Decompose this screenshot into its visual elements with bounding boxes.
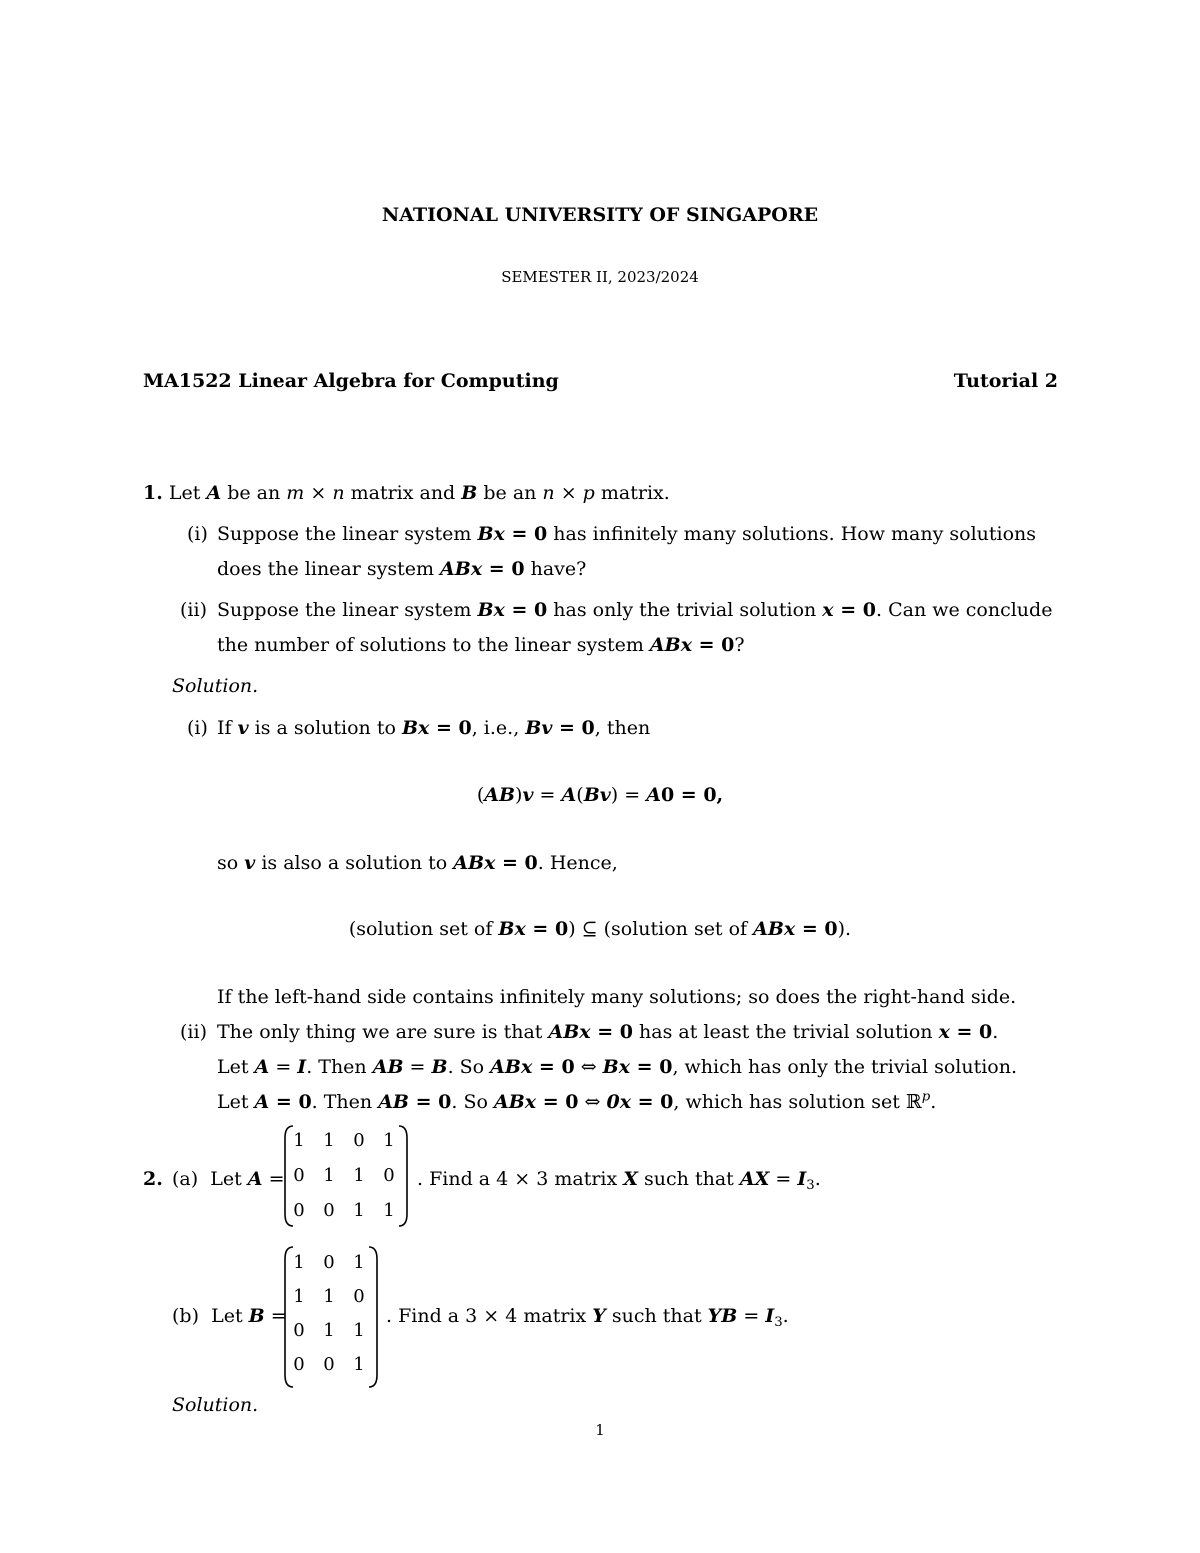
s1ii-text: , which has only the trivial solution.	[672, 1056, 1018, 1078]
matrix-a-cell: 1	[383, 1200, 395, 1221]
set-part: Bx	[498, 918, 526, 940]
matrix-a-cell: 1	[353, 1200, 365, 1221]
eq-part: A	[646, 784, 661, 806]
q2b-tail	[386, 1305, 789, 1330]
s1i-text: . Hence,	[537, 852, 618, 874]
q1ii-math: = 0	[833, 599, 876, 621]
q1ii-line2	[217, 634, 745, 656]
s1i-equation	[0, 784, 1200, 806]
q1-number: 1.	[143, 482, 163, 504]
s1ii-line2	[217, 1056, 1017, 1078]
q1i-text: Suppose the linear system	[217, 523, 478, 545]
s1ii-math: A	[254, 1091, 270, 1113]
s1i-text: is a solution to	[248, 717, 402, 739]
s1i-text: If	[217, 717, 238, 739]
matrix-b	[281, 1245, 381, 1389]
s1i-text: , then	[594, 717, 651, 739]
s1ii-text: . Then	[306, 1056, 373, 1078]
eq-part: (	[576, 784, 584, 806]
s1ii-text: Let	[217, 1091, 255, 1113]
q1i-math: = 0	[504, 523, 548, 545]
s1ii-math: AB	[372, 1056, 404, 1078]
matrix-b-cell: 1	[323, 1286, 335, 1307]
s1i-math: v	[244, 852, 256, 874]
eq-part: ) =	[610, 784, 647, 806]
q1ii-text: has only the trivial solution	[547, 599, 823, 621]
set-part: = 0	[525, 918, 569, 940]
matrix-b-cell: 1	[293, 1252, 305, 1273]
q1ii-text: . Can we conclude	[876, 599, 1053, 621]
page-number: 1	[595, 1421, 605, 1439]
q2a-math: A	[247, 1168, 263, 1190]
s1ii-text: . So	[451, 1091, 494, 1113]
s1ii-text: , which has solution set ℝ	[673, 1091, 922, 1113]
q2b-text: such that	[605, 1305, 708, 1327]
s1i-label: (i)	[187, 717, 208, 739]
q1-statement	[143, 482, 670, 504]
q1ii-math: Bx	[477, 599, 505, 621]
q1ii-math: = 0	[692, 634, 735, 656]
matrix-a-cell: 1	[293, 1130, 305, 1151]
q1ii-math: x	[822, 599, 834, 621]
q2a-math: 3	[806, 1177, 815, 1193]
s1ii-math: = 0	[949, 1021, 993, 1043]
s1ii-math: ABx	[548, 1021, 591, 1043]
s1ii-math: Bx	[602, 1056, 631, 1078]
solution-label-2: Solution.	[172, 1394, 259, 1416]
matrix-a-cell: 0	[383, 1165, 395, 1186]
s1ii-text: Let	[217, 1056, 255, 1078]
q2b-math: YB	[707, 1305, 738, 1327]
q1-text: ×	[304, 482, 333, 504]
university-title: NATIONAL UNIVERSITY OF SINGAPORE	[381, 204, 819, 226]
eq-part: Bv	[583, 784, 611, 806]
q2a-text: .	[814, 1168, 821, 1190]
q1-text: be an	[477, 482, 543, 504]
q1i-label: (i)	[187, 523, 208, 545]
q1i-math: ABx	[440, 558, 483, 580]
matrix-b-cell: 1	[353, 1354, 365, 1375]
q1i-math: = 0	[482, 558, 525, 580]
q2b-math: Y	[592, 1305, 606, 1327]
s1i-line1	[217, 717, 650, 739]
s1i-math: Bv	[525, 717, 553, 739]
tutorial-label: Tutorial 2	[953, 370, 1058, 392]
q1i-line1	[217, 523, 1036, 545]
eq-part: v	[522, 784, 534, 806]
s1ii-math: AB	[378, 1091, 409, 1113]
set-part: ) ⊆ (solution set of	[568, 918, 754, 940]
s1ii-math: = 0	[536, 1091, 579, 1113]
s1i-math: v	[237, 717, 249, 739]
q1ii-math: ABx	[649, 634, 693, 656]
s1ii-math: = 0	[631, 1091, 674, 1113]
q1i-text: has infinitely many solutions. How many solutions	[547, 523, 1037, 545]
matrix-a-cell: 0	[353, 1130, 365, 1151]
q1-math: B	[461, 482, 478, 504]
q2b-text: Let	[211, 1305, 249, 1327]
s1ii-text: has at least the trivial solution	[632, 1021, 939, 1043]
s1i-math: ABx	[453, 852, 496, 874]
q1i-text: does the linear system	[217, 558, 441, 580]
matrix-b-cell: 1	[323, 1320, 335, 1341]
q2b-text: =	[737, 1305, 766, 1327]
s1ii-text: .	[930, 1091, 937, 1113]
q2a-text: =	[769, 1168, 798, 1190]
s1ii-text: =	[403, 1056, 432, 1078]
s1ii-line1	[217, 1021, 998, 1043]
q1-text: matrix and	[344, 482, 462, 504]
s1i-text: , i.e.,	[471, 717, 526, 739]
q1-text: ×	[554, 482, 583, 504]
eq-part: (	[476, 784, 485, 806]
q1i-line2	[217, 558, 586, 580]
s1ii-text: ⇔	[574, 1056, 603, 1078]
q2b-label: (b)	[172, 1305, 199, 1327]
q1ii-line1	[217, 599, 1052, 621]
s1i-text: so	[217, 852, 245, 874]
s1i-math: = 0	[495, 852, 538, 874]
s1ii-math: I	[297, 1056, 307, 1078]
matrix-a-cell: 1	[323, 1130, 335, 1151]
matrix-a-cell: 1	[383, 1130, 395, 1151]
q1-math: n	[542, 482, 555, 504]
q2a-tail	[417, 1168, 821, 1193]
matrix-a-cell: 0	[293, 1200, 305, 1221]
set-part: ).	[837, 918, 852, 940]
s1i-math: = 0	[552, 717, 595, 739]
q2a-lead	[172, 1168, 285, 1190]
q2b-math: B	[248, 1305, 265, 1327]
matrix-a-cell: 0	[323, 1200, 335, 1221]
s1ii-math: p	[921, 1089, 931, 1105]
s1ii-math: ABx	[493, 1091, 537, 1113]
s1i-math: Bx	[401, 717, 430, 739]
s1i-math: = 0	[429, 717, 472, 739]
q1ii-math: = 0	[504, 599, 548, 621]
q1-text: matrix.	[594, 482, 670, 504]
q1-math: m	[286, 482, 305, 504]
eq-part: A	[561, 784, 577, 806]
q2a-label: (a)	[172, 1168, 199, 1190]
q1-text: be an	[221, 482, 287, 504]
matrix-a-cell: 1	[353, 1165, 365, 1186]
s1ii-math: ABx	[490, 1056, 533, 1078]
q2b-text: =	[264, 1305, 287, 1327]
s1ii-math: = 0	[590, 1021, 633, 1043]
matrix-b-cell: 0	[323, 1252, 335, 1273]
s1ii-text: . Then	[311, 1091, 379, 1113]
matrix-b-cell: 1	[353, 1320, 365, 1341]
q1ii-text: Suppose the linear system	[217, 599, 478, 621]
q2b-math: 3	[774, 1314, 783, 1330]
s1ii-line3	[217, 1091, 936, 1113]
semester-line: SEMESTER II, 2023/2024	[501, 268, 699, 286]
q1-math: p	[582, 482, 595, 504]
q2a-text: such that	[638, 1168, 740, 1190]
s1ii-label: (ii)	[180, 1021, 207, 1043]
matrix-b-cell: 1	[293, 1286, 305, 1307]
matrix-b-cell: 0	[293, 1320, 305, 1341]
q2a-math: X	[623, 1168, 639, 1190]
set-part: = 0	[795, 918, 838, 940]
q2b-math: I	[765, 1305, 775, 1327]
solution-label: Solution.	[172, 675, 259, 697]
q1ii-text: ?	[734, 634, 745, 656]
matrix-b-cell: 0	[293, 1354, 305, 1375]
s1ii-math: = 0	[532, 1056, 575, 1078]
eq-part: )	[515, 784, 523, 806]
s1ii-text: .	[992, 1021, 999, 1043]
s1ii-math: = 0	[269, 1091, 312, 1113]
s1ii-text: The only thing we are sure is that	[217, 1021, 549, 1043]
q1ii-label: (ii)	[180, 599, 207, 621]
matrix-a-cell: 0	[293, 1165, 305, 1186]
q2a-math: I	[797, 1168, 807, 1190]
q2a-text: . Find a 4 × 3 matrix	[417, 1168, 624, 1190]
s1i-conclusion: If the left-hand side contains infinitely many solutions; so does the right-hand side.	[217, 986, 1017, 1008]
s1ii-text: =	[269, 1056, 298, 1078]
s1ii-math: B	[431, 1056, 448, 1078]
eq-part: 0 = 0,	[660, 784, 724, 806]
s1i-line2	[217, 852, 618, 874]
q2b-text: .	[782, 1305, 789, 1327]
set-part: (solution set of	[348, 918, 499, 940]
matrix-a	[281, 1124, 411, 1228]
s1ii-math: = 0	[630, 1056, 673, 1078]
course-title: MA1522 Linear Algebra for Computing	[143, 370, 559, 392]
q2a-math: AX	[739, 1168, 770, 1190]
q1i-text: have?	[524, 558, 587, 580]
s1ii-text: . So	[447, 1056, 491, 1078]
matrix-b-cell: 1	[353, 1252, 365, 1273]
eq-part: =	[533, 784, 562, 806]
s1ii-math: = 0	[409, 1091, 452, 1113]
s1i-set-relation	[0, 918, 1200, 940]
q2-number: 2.	[143, 1168, 163, 1190]
matrix-b-cell: 0	[323, 1354, 335, 1375]
q2a-text: =	[262, 1168, 285, 1190]
s1ii-text: ⇔	[578, 1091, 607, 1113]
s1ii-math: 0x	[606, 1091, 632, 1113]
eq-part: AB	[484, 784, 516, 806]
s1ii-math: A	[254, 1056, 270, 1078]
q1i-math: Bx	[477, 523, 505, 545]
q1-math: A	[206, 482, 222, 504]
matrix-a-cell: 1	[323, 1165, 335, 1186]
s1ii-math: x	[938, 1021, 950, 1043]
q2b-text: . Find a 3 × 4 matrix	[386, 1305, 593, 1327]
q2b-lead	[172, 1305, 287, 1327]
q1-text: Let	[168, 482, 207, 504]
q1-math: n	[332, 482, 345, 504]
matrix-b-cell: 0	[353, 1286, 365, 1307]
q2a-text: Let	[210, 1168, 248, 1190]
q1ii-text: the number of solutions to the linear system	[217, 634, 650, 656]
set-part: ABx	[753, 918, 796, 940]
s1i-text: is also a solution to	[255, 852, 454, 874]
